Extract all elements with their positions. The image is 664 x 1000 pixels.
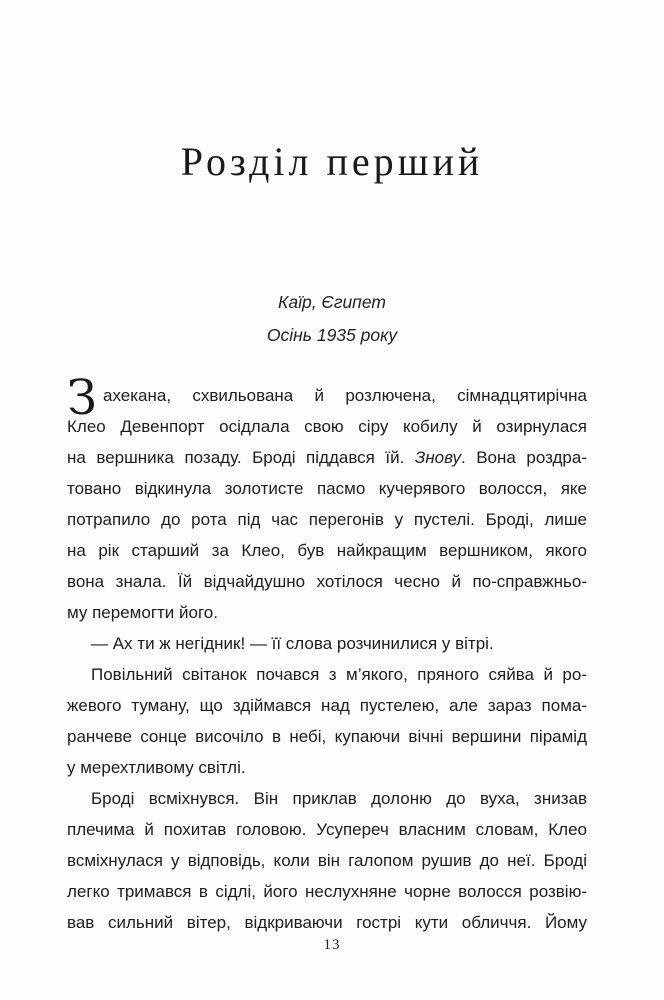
text-line: потрапило до рота під час перегонів у пустелі. Броді, лише	[67, 510, 587, 529]
text-line: товано відкинула золотисте пасмо кучерявого волосся, яке	[67, 479, 587, 498]
text-line: Клео Девенпорт осідлала свою сіру кобилу й озирнулася	[67, 417, 587, 436]
text-line: ахекана, схвильована й розлючена, сімнадцятирічна	[103, 386, 587, 405]
emphasis-word: Знову	[414, 448, 461, 467]
drop-cap: З	[67, 370, 97, 426]
text-line	[67, 448, 587, 474]
text-line: Броді всміхнувся. Він приклав долоню до вуха, знизав	[91, 789, 587, 808]
text-line: жевого туману, що здіймався над пустелею, але зараз пома-	[67, 696, 587, 715]
text-line: Повільний світанок почався з м’якого, пряного сяйва й ро-	[91, 665, 587, 684]
text-line: легко тримався в сідлі, його неслухняне чорне волосся розвію-	[67, 882, 587, 901]
page-number: 13	[323, 937, 341, 953]
setting-place: Каїр, Єгипет	[278, 292, 386, 312]
text-line: вона знала. Їй відчайдушно хотілося чесно й по-справжньо-	[67, 572, 587, 591]
text-line: ранчеве сонце височіло в небі, купаючи вічні вершини пірамід	[67, 727, 587, 746]
dialogue-line: — Ах ти ж негідник! — її слова розчинилися у вітрі.	[91, 634, 494, 653]
text-line: всміхнулася у відповідь, коли він галопом рушив до неї. Броді	[67, 851, 587, 870]
text-line: на рік старший за Клео, був найкращим вершником, якого	[67, 541, 587, 560]
text-run: на вершника позаду. Броді піддався їй.	[67, 448, 415, 467]
setting-time: Осінь 1935 року	[266, 325, 398, 345]
text-line: вав сильний вітер, відкриваючи гострі кути обличчя. Йому	[67, 913, 587, 932]
text-run: . Вона роздра-	[460, 448, 588, 467]
chapter-title: Розділ перший	[180, 139, 484, 184]
text-line: му перемогти його.	[67, 603, 218, 622]
text-line: плечима й похитав головою. Усупереч власним словам, Клео	[67, 820, 587, 839]
text-line: у мерехтливому світлі.	[67, 758, 246, 777]
